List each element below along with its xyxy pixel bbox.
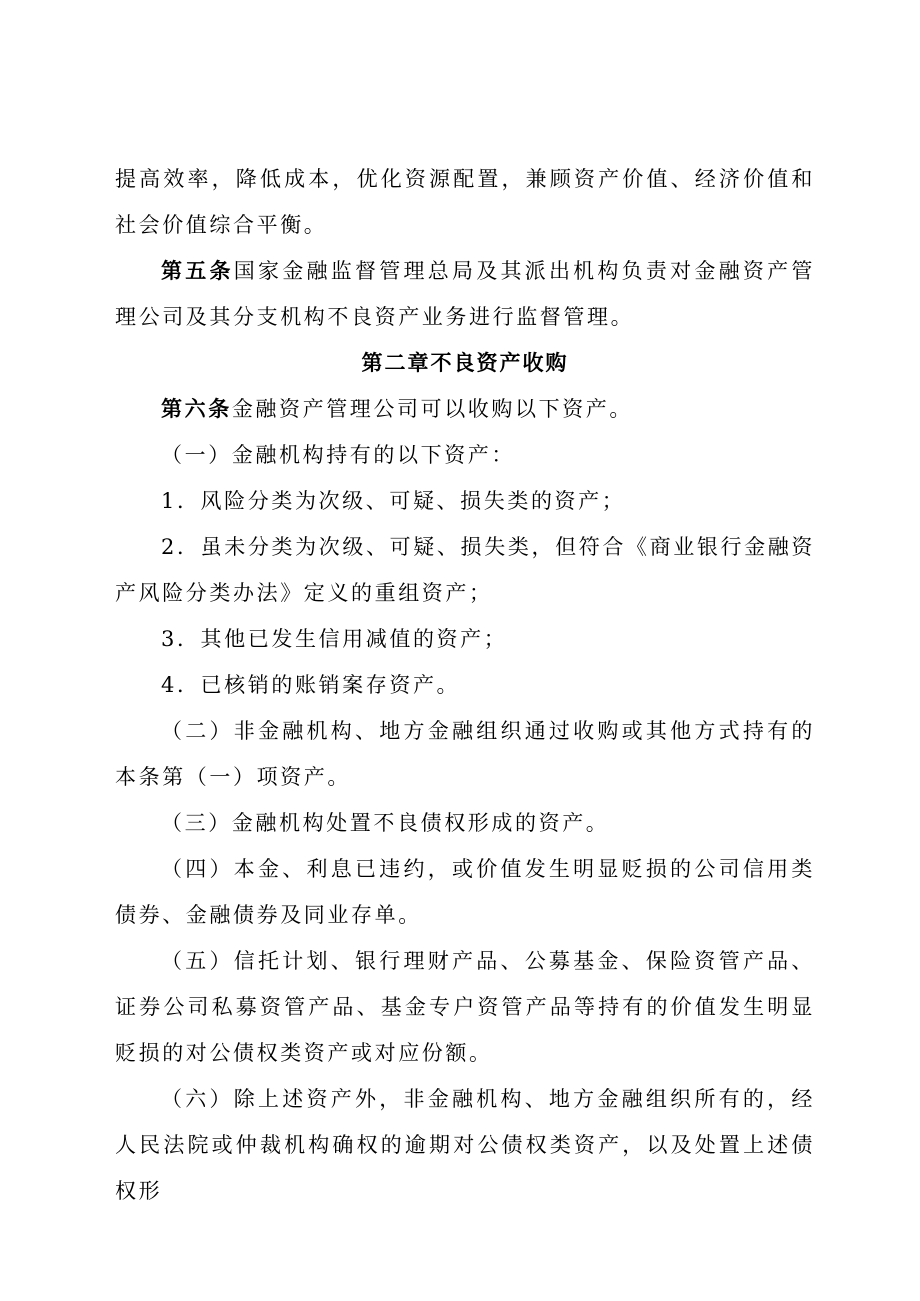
article-6-label: 第六条 bbox=[161, 396, 232, 421]
document-body bbox=[115, 156, 815, 1214]
article-5 bbox=[115, 248, 815, 340]
list-item-4: 3．其他已发生信用减值的资产； bbox=[161, 627, 508, 651]
article-6 bbox=[115, 386, 815, 432]
list-item-2: 1．风险分类为次级、可疑、损失类的资产； bbox=[161, 489, 626, 513]
list-item-7: （三）金融机构处置不良债权形成的资产。 bbox=[161, 811, 610, 835]
list-item-3: 2．虽未分类为次级、可疑、损失类，但符合《商业银行金融资产风险分类办法》定义的重组资产； bbox=[115, 535, 815, 605]
list-item-8: （四）本金、利息已违约，或价值发生明显贬损的公司信用类债券、金融债券及同业存单。 bbox=[115, 857, 815, 927]
list-item-5: 4．已核销的账销案存资产。 bbox=[161, 673, 461, 697]
article-5-label: 第五条 bbox=[161, 258, 234, 283]
list-item-6: （二）非金融机构、地方金融组织通过收购或其他方式持有的本条第（一）项资产。 bbox=[115, 719, 815, 789]
chapter-title: 第二章不良资产收购 bbox=[361, 350, 569, 375]
list-item-1: （一）金融机构持有的以下资产： bbox=[161, 443, 515, 467]
list-item-10: （六）除上述资产外，非金融机构、地方金融组织所有的，经人民法院或仲裁机构确权的逾期对公债权类资产，以及处置上述债权形 bbox=[115, 1087, 815, 1203]
article-6-text: 金融资产管理公司可以收购以下资产。 bbox=[231, 397, 634, 421]
article-5-text: 国家金融监督管理总局及其派出机构负责对金融资产管理公司及其分支机构不良资产业务进行监督管理。 bbox=[115, 259, 815, 329]
list-item-9: （五）信托计划、银行理财产品、公募基金、保险资管产品、证券公司私募资管产品、基金专户资管产品等持有的价值发生明显贬损的对公债权类资产或对应份额。 bbox=[115, 949, 815, 1065]
paragraph-continuation: 提高效率，降低成本，优化资源配置，兼顾资产价值、经济价值和社会价值综合平衡。 bbox=[115, 167, 815, 237]
